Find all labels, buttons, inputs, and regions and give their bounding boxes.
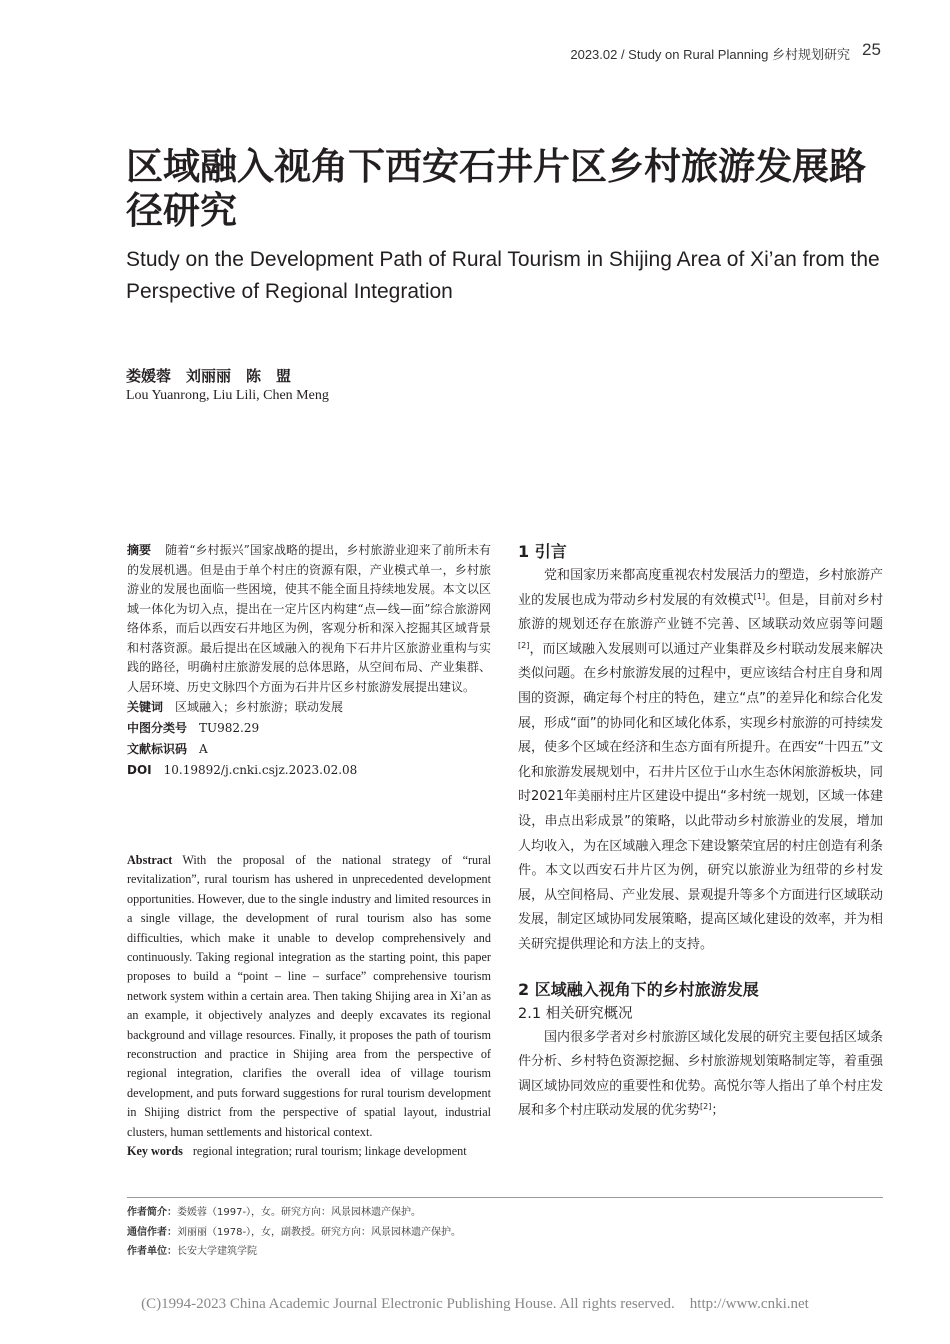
- keywords-en: [127, 1142, 491, 1161]
- corresponding-label: 通信作者：: [127, 1226, 177, 1238]
- abstract-zh-text: 随着“乡村振兴”国家战略的提出，乡村旅游业迎来了前所未有的发展机遇。但是由于单个村庄的资源有限，产业模式单一，乡村旅游业的发展也面临一些困境，使其不能全面且持续地发展。本文以区域一体化为切入点，提出在一定片区内构建“点—线—面”综合旅游网络体系，而后以西安石井地区为例，客观分析和深入挖掘其区域背景和村落资源。最后提出在区域融入的视角下石井片区旅游业重构与实践的路径，明确村庄旅游发展的总体思路，从空间布局、产业集群、人居环境、历史文脉四个方面为石井片区乡村旅游发展提出建议。: [127, 543, 491, 694]
- page-number: 25: [862, 40, 881, 59]
- s1-text-c: ，而区域融入发展则可以通过产业集群及乡村联动发展来解决类似问题。在乡村旅游发展的过程中，更应该结合村庄自身和周围的资源，确定每个村庄的特色，建立“点”的差异化和综合化发展，形成“面”的协同化和区域化体系，实现乡村旅游的可持续发展，使多个区域在经济和生态方面有所提升。在西安“十四五”文化和旅游发展规划中，石井片区位于山水生态休闲旅游板块，同时2021年美丽村庄片区建设中提出“多村统一规划，区域一体建设，串点出彩成景”的策略，以此带动乡村旅游业的发展，增加人均收入，为在区域融入理念下建设繁荣宜居的村庄创造有利条件。本文以西安石井片区为例，研究以旅游业为纽带的乡村发展，从空间格局、产业发展、景观提升等多个方面进行区域联动发展，制定区域协同发展策略，提高区域化建设的效率，并为相关研究提供理论和方法上的支持。: [518, 641, 883, 952]
- doc-code-row: [127, 739, 491, 760]
- doc-code-value: A: [199, 742, 208, 756]
- s21-text-a: 国内很多学者对乡村旅游区域化发展的研究主要包括区域条件分析、乡村特色资源挖掘、乡村旅游规划策略制定等，着重强调区域协同效应的重要性和优势。高悦尔等人指出了单个村庄发展和多个村庄联动发展的优劣势: [518, 1029, 883, 1119]
- abstract-zh-label: 摘要: [127, 543, 152, 557]
- authors-chinese: 娄媛蓉 刘丽丽 陈 盟: [126, 367, 292, 385]
- s21-text-b: ；: [711, 1103, 725, 1119]
- doi-value: 10.19892/j.cnki.csjz.2023.02.08: [163, 763, 358, 777]
- affiliation-text: 长安大学建筑学院: [177, 1246, 257, 1257]
- section-1-heading: 1 引言: [518, 542, 567, 561]
- clc-row: [127, 718, 491, 739]
- keywords-en-label: Key words: [127, 1144, 183, 1159]
- authors-english: Lou Yuanrong, Liu Lili, Chen Meng: [126, 388, 329, 403]
- title-chinese: 区域融入视角下西安石井片区乡村旅游发展路径研究: [126, 145, 866, 232]
- s1-text-a: 党和国家历来都高度重视农村发展活力的塑造，乡村旅游产业的发展也成为带动乡村发展的有效模式: [518, 568, 883, 608]
- doi-label: DOI: [127, 763, 152, 777]
- s1-text-b: 。但是，目前对乡村旅游的规划还存在旅游产业链不完善、区域联动效应弱等问题: [518, 592, 883, 633]
- keywords-label: 关键词: [127, 700, 164, 714]
- abstract-zh: [127, 541, 491, 697]
- abstract-en-label: Abstract: [127, 853, 173, 867]
- footnote-corresponding: [127, 1223, 883, 1243]
- doi-row: [127, 760, 491, 781]
- corresponding-text: 刘丽丽（1978-），女，副教授。研究方向：风景园林遗产保护。: [177, 1226, 462, 1238]
- running-head: 2023.02 / Study on Rural Planning 乡村规划研究: [570, 47, 850, 62]
- keywords-value: 区域融入；乡村旅游；联动发展: [175, 700, 344, 714]
- copyright-notice: (C)1994-2023 China Academic Journal Electronic Publishing House. All rights reserved. http://www.cnki.net: [141, 1296, 809, 1312]
- chinese-abstract-block: [127, 541, 491, 781]
- section-2-1-heading: 2.1 相关研究概况: [518, 1005, 633, 1022]
- doc-code-label: 文献标识码: [127, 742, 188, 756]
- section-1-paragraph: [518, 564, 883, 958]
- keywords-row: [127, 697, 491, 718]
- author-intro-label: 作者简介：: [127, 1207, 177, 1218]
- section-2-heading: 2 区域融入视角下的乡村旅游发展: [518, 979, 759, 999]
- keywords-en-value: regional integration; rural tourism; linkage development: [192, 1144, 467, 1159]
- body-column: [518, 540, 883, 1124]
- footnote-divider: [127, 1197, 883, 1198]
- citation-2: [2]: [518, 640, 530, 650]
- english-abstract-block: [127, 851, 491, 1162]
- citation-1: [1]: [753, 591, 766, 601]
- abstract-en-text: With the proposal of the national strategy of “rural revitalization”, rural tourism has ushered in unprecedented development opportunities. However, due to the single industry and limited resources in a single village, the development of rural tourism also has some difficulties, which make it unable to develop comprehensively and continuously. Taking regional integration as the starting point, this paper proposes to build a “point – line – surface” comprehensive tourism network system within a certain area. Then taking Shijing area in Xi’an as an example, it objectively analyzes and deeply excavates its regional background and village resources. Finally, it proposes the path of tourism reconstruction and practice in Shijing area from the perspective of regional integration, clarifies the overall idea of village tourism development, and puts forward suggestions for rural tourism development in Shijing district from the perspective of spatial layout, industrial clusters, human settlements and historical context.: [127, 853, 491, 1139]
- affiliation-label: 作者单位：: [127, 1246, 177, 1257]
- footnotes: [127, 1203, 883, 1262]
- citation-3: [2]: [700, 1102, 712, 1112]
- footnote-author-intro: [127, 1203, 883, 1223]
- abstract-en: [127, 851, 491, 1142]
- footnote-affiliation: [127, 1242, 883, 1262]
- section-2-1-paragraph: [518, 1026, 883, 1124]
- title-english: Study on the Development Path of Rural Tourism in Shijing Area of Xi’an from the Perspective of Regional Integration: [126, 248, 880, 303]
- clc-label: 中图分类号: [127, 721, 188, 735]
- author-intro-text: 娄媛蓉（1997-），女。研究方向：风景园林遗产保护。: [177, 1207, 422, 1218]
- clc-value: TU982.29: [199, 721, 260, 735]
